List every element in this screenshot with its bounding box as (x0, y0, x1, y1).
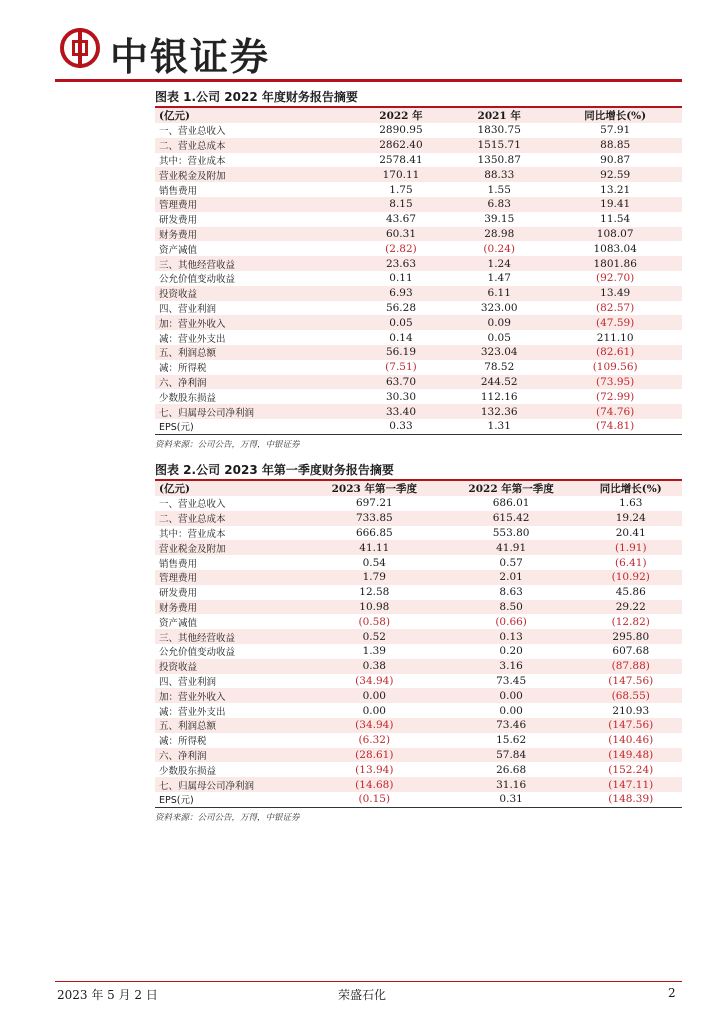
table-cell: (0.24) (483, 242, 515, 255)
table-cell: (34.94) (355, 674, 394, 687)
table-cell: (7.51) (385, 361, 417, 374)
table-cell: 1801.86 (548, 256, 682, 271)
row-label: 资产减值 (159, 244, 198, 256)
table-cell: 2862.40 (352, 138, 450, 153)
row-label: 研发费用 (159, 588, 198, 600)
table-row (155, 301, 682, 316)
table-cell: 92.59 (548, 167, 682, 182)
table-row (155, 375, 682, 390)
table-cell: 23.63 (352, 256, 450, 271)
table-cell: 112.16 (480, 390, 518, 403)
table1-source: 资料来源：公司公告，万得，中银证券 (155, 439, 300, 450)
table-cell: 41.11 (306, 540, 443, 555)
table-cell: (147.56) (580, 718, 682, 733)
table1-header-2: 2021 年 (450, 108, 548, 123)
row-label: 其中：营业成本 (159, 155, 226, 167)
row-label: 四、营业利润 (159, 676, 217, 688)
table-cell: 1515.71 (450, 138, 548, 153)
table-cell: 0.14 (389, 331, 413, 344)
table-cell: (149.48) (580, 748, 682, 763)
row-label: 减：营业外支出 (159, 706, 226, 718)
table-cell: 0.38 (306, 659, 443, 674)
table-cell: 13.49 (548, 286, 682, 301)
table-row (155, 659, 682, 674)
table-cell: 73.46 (443, 718, 580, 733)
row-label: 投资收益 (155, 659, 306, 674)
row-label: 销售费用 (159, 558, 198, 570)
table-row (155, 526, 682, 541)
table-cell: (1.91) (580, 540, 682, 555)
row-label: 七、归属母公司净利润 (155, 404, 352, 419)
table-cell: (74.81) (596, 420, 635, 433)
footer-divider (55, 981, 682, 982)
table2-bottom-rule (155, 807, 682, 808)
table-cell: 0.33 (389, 420, 413, 433)
row-label: 营业税金及附加 (155, 540, 306, 555)
table-cell: 0.11 (389, 272, 413, 285)
table2-source: 资料来源：公司公告，万得，中银证券 (155, 812, 300, 823)
row-label: 六、净利润 (155, 748, 306, 763)
table-cell: 1.47 (487, 272, 511, 285)
table-cell: 57.84 (443, 748, 580, 763)
table-cell: 11.54 (600, 213, 631, 226)
table-cell: 0.20 (499, 645, 523, 658)
row-label: 加：营业外收入 (155, 688, 306, 703)
table-cell: 8.15 (352, 197, 450, 212)
table-cell: 0.00 (443, 688, 580, 703)
table-cell: (92.70) (596, 272, 635, 285)
table-cell: 90.87 (600, 153, 631, 166)
table-cell: 30.30 (385, 390, 416, 403)
table-row (155, 227, 682, 242)
table-cell: 56.19 (352, 345, 450, 360)
table-cell: 2890.95 (379, 124, 423, 137)
table-cell: 39.15 (484, 213, 515, 226)
table-row (155, 748, 682, 763)
table-cell: 6.93 (352, 286, 450, 301)
table-cell: (68.55) (580, 688, 682, 703)
table-row (155, 511, 682, 526)
table-row (155, 404, 682, 419)
row-label: 一、营业总收入 (159, 126, 226, 138)
table-row (155, 241, 682, 256)
row-label: 资产减值 (159, 617, 198, 629)
table-cell: 1.63 (619, 497, 643, 510)
table-row (155, 703, 682, 718)
table-row (155, 330, 682, 345)
row-label: 四、营业利润 (159, 303, 217, 315)
table-cell: 108.07 (548, 227, 682, 242)
table-cell: 0.13 (443, 629, 580, 644)
table-cell: 31.16 (443, 777, 580, 792)
row-label: 销售费用 (159, 185, 198, 197)
table-row (155, 688, 682, 703)
row-label: 少数股东损益 (159, 392, 217, 404)
row-label: 二、营业总成本 (155, 511, 306, 526)
row-label: 财务费用 (155, 600, 306, 615)
footer-page-number: 2 (668, 986, 676, 1000)
table-cell: 132.36 (450, 404, 548, 419)
table-cell: 6.11 (450, 286, 548, 301)
table-row (155, 123, 682, 138)
table-cell: 733.85 (306, 511, 443, 526)
table-cell: 244.52 (450, 375, 548, 390)
table-cell: (0.58) (358, 615, 391, 628)
table-cell: (72.99) (596, 390, 635, 403)
table-cell: 1.39 (362, 645, 386, 658)
row-label: 营业税金及附加 (155, 167, 352, 182)
table-cell: (73.95) (548, 375, 682, 390)
table-cell: 29.22 (580, 600, 682, 615)
table-cell: (82.61) (548, 345, 682, 360)
table-cell: 1.75 (389, 183, 413, 196)
row-label: 少数股东损益 (159, 765, 217, 777)
table-cell: 295.80 (580, 629, 682, 644)
table-cell: (2.82) (385, 242, 417, 255)
table-cell: (28.61) (306, 748, 443, 763)
table-cell: 19.24 (580, 511, 682, 526)
bank-logo-icon (60, 28, 100, 68)
table-row (155, 138, 682, 153)
table-cell: 43.67 (385, 213, 416, 226)
table-row (155, 256, 682, 271)
row-label: 三、其他经营收益 (155, 629, 306, 644)
table-row (155, 389, 682, 404)
row-label: 五、利润总额 (155, 718, 306, 733)
row-label: EPS(元) (159, 422, 194, 434)
table-cell: (13.94) (355, 763, 394, 776)
table-row (155, 496, 682, 511)
table-cell: 1.79 (306, 570, 443, 585)
table-row (155, 360, 682, 375)
table1-header-0: (亿元) (155, 108, 352, 123)
table2-header-3: 同比增长(%) (580, 481, 682, 496)
row-label: 财务费用 (155, 227, 352, 242)
table-cell: 0.00 (306, 688, 443, 703)
table-cell: 20.41 (615, 526, 646, 539)
row-label: 公允价值变动收益 (159, 274, 236, 286)
table-cell: 1.55 (487, 183, 511, 196)
table-cell: 88.85 (548, 138, 682, 153)
table-cell: (74.76) (548, 404, 682, 419)
table-row (155, 271, 682, 286)
table-cell: 57.91 (600, 124, 631, 137)
table-cell: 41.91 (443, 540, 580, 555)
row-label: 其中：营业成本 (159, 528, 226, 540)
table-cell: 2.01 (443, 570, 580, 585)
table-cell: (147.56) (608, 674, 654, 687)
table2-block (155, 462, 682, 823)
row-label: 管理费用 (155, 570, 306, 585)
table-cell: 666.85 (355, 526, 393, 539)
table-cell: 3.16 (443, 659, 580, 674)
table-cell: 697.21 (355, 497, 393, 510)
table-row (155, 167, 682, 182)
table1-header-1: 2022 年 (352, 108, 450, 123)
table-cell: (6.41) (614, 556, 647, 569)
table-row (155, 315, 682, 330)
table-cell: 26.68 (496, 763, 527, 776)
table-row (155, 570, 682, 585)
row-label: 一、营业总收入 (159, 499, 226, 511)
table-cell: 0.00 (499, 704, 523, 717)
table-cell: 12.58 (359, 586, 390, 599)
row-label: 六、净利润 (155, 375, 352, 390)
table-cell: 2578.41 (379, 153, 423, 166)
row-label: 投资收益 (155, 286, 352, 301)
table-row (155, 629, 682, 644)
row-label: EPS(元) (159, 795, 194, 807)
table-cell: 8.50 (443, 600, 580, 615)
table-row (155, 197, 682, 212)
table-row (155, 614, 682, 629)
table1-header-3: 同比增长(%) (548, 108, 682, 123)
table-row (155, 718, 682, 733)
table-cell: 0.52 (306, 629, 443, 644)
table-row (155, 419, 682, 434)
table2-header-0: (亿元) (155, 481, 306, 496)
row-label: 二、营业总成本 (155, 138, 352, 153)
table-cell: 0.00 (362, 704, 386, 717)
table-row (155, 286, 682, 301)
footer-company: 荣盛石化 (338, 988, 387, 1002)
table-cell: 0.31 (499, 793, 523, 806)
page-header (0, 0, 724, 80)
row-label: 减：所得税 (159, 363, 207, 375)
table-cell: 78.52 (484, 361, 515, 374)
table-cell: 33.40 (352, 404, 450, 419)
table-cell: 1083.04 (593, 242, 637, 255)
table-row (155, 585, 682, 600)
table-cell: 0.09 (450, 315, 548, 330)
footer-date: 2023 年 5 月 2 日 (57, 988, 158, 1002)
table-cell: 615.42 (443, 511, 580, 526)
table-row (155, 644, 682, 659)
table-cell: (14.68) (306, 777, 443, 792)
table-cell: (147.11) (580, 777, 682, 792)
table-cell: 45.86 (615, 586, 646, 599)
table2-header-1: 2023 年第一季度 (306, 481, 443, 496)
table-cell: (34.94) (306, 718, 443, 733)
table-cell: 6.83 (450, 197, 548, 212)
table-cell: 56.28 (385, 301, 416, 314)
table-cell: 0.54 (362, 556, 386, 569)
header-divider (55, 79, 682, 82)
table-cell: 1830.75 (477, 124, 521, 137)
table-cell: 60.31 (352, 227, 450, 242)
table-cell: 15.62 (496, 734, 527, 747)
row-label: 公允价值变动收益 (159, 647, 236, 659)
table-cell: 323.04 (450, 345, 548, 360)
table-cell: 210.93 (612, 704, 650, 717)
table-cell: (152.24) (608, 763, 654, 776)
table-cell: 607.68 (612, 645, 650, 658)
table1-bottom-rule (155, 434, 682, 435)
row-label: 研发费用 (159, 215, 198, 227)
table-row (155, 674, 682, 689)
brand-name: 中银证券 (110, 35, 271, 79)
table-cell: 323.00 (480, 301, 518, 314)
table2-title: 图表 2.公司 2023 年第一季度财务报告摘要 (155, 463, 394, 477)
table2 (155, 481, 682, 807)
table-cell: 13.21 (600, 183, 631, 196)
table-row (155, 345, 682, 360)
table-cell: (82.57) (596, 301, 635, 314)
table-row (155, 212, 682, 227)
table-cell: 553.80 (492, 526, 530, 539)
table-cell: 0.05 (352, 315, 450, 330)
table-row (155, 153, 682, 168)
table-cell: 88.33 (450, 167, 548, 182)
row-label: 减：所得税 (159, 736, 207, 748)
row-label: 七、归属母公司净利润 (155, 777, 306, 792)
table-row (155, 600, 682, 615)
row-label: 三、其他经营收益 (155, 256, 352, 271)
table-cell: (140.46) (608, 734, 654, 747)
table-cell: 0.57 (499, 556, 523, 569)
table-row (155, 555, 682, 570)
row-label: 减：营业外支出 (159, 333, 226, 345)
table-cell: (87.88) (580, 659, 682, 674)
table-row (155, 733, 682, 748)
table-cell: (0.66) (495, 615, 527, 628)
row-label: 五、利润总额 (155, 345, 352, 360)
table-row (155, 777, 682, 792)
table-row (155, 792, 682, 807)
table-cell: 63.70 (352, 375, 450, 390)
table-cell: (0.15) (358, 793, 391, 806)
row-label: 管理费用 (155, 197, 352, 212)
table-cell: (10.92) (580, 570, 682, 585)
table-cell: 19.41 (548, 197, 682, 212)
table1 (155, 108, 682, 434)
table-cell: 73.45 (496, 674, 527, 687)
table-cell: 686.01 (492, 497, 530, 510)
table2-header-2: 2022 年第一季度 (443, 481, 580, 496)
table-cell: (6.32) (358, 734, 391, 747)
table-cell: 8.63 (499, 586, 523, 599)
table-row (155, 540, 682, 555)
table1-title: 图表 1.公司 2022 年度财务报告摘要 (155, 90, 358, 104)
table-cell: (109.56) (592, 361, 638, 374)
table-cell: 1350.87 (477, 153, 521, 166)
table1-block (155, 89, 682, 450)
table-cell: 1.24 (450, 256, 548, 271)
table-row (155, 182, 682, 197)
table-cell: 10.98 (306, 600, 443, 615)
table-cell: (47.59) (548, 315, 682, 330)
table-cell: 211.10 (596, 331, 634, 344)
table-cell: (148.39) (608, 793, 654, 806)
table-cell: (12.82) (611, 615, 650, 628)
table-row (155, 762, 682, 777)
table-cell: 1.31 (487, 420, 511, 433)
table-cell: 170.11 (352, 167, 450, 182)
table-cell: 0.05 (487, 331, 511, 344)
row-label: 加：营业外收入 (155, 315, 352, 330)
table-cell: 28.98 (450, 227, 548, 242)
